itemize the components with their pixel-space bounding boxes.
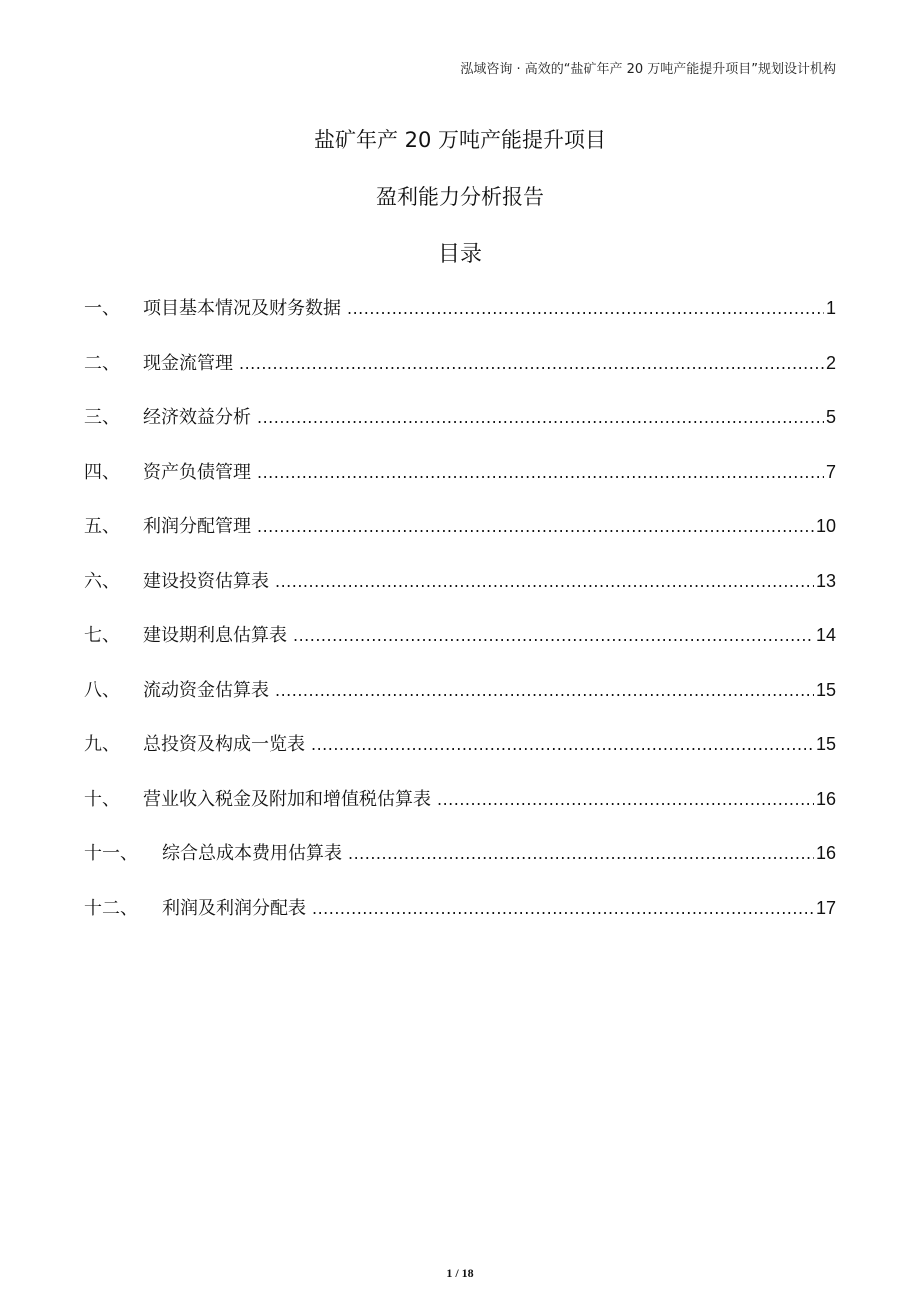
toc-entry-page: 13 (815, 570, 836, 591)
toc-entry-page: 16 (815, 788, 836, 809)
toc-entry-number: 二、 (84, 352, 120, 374)
toc-entry-page: 15 (815, 679, 836, 700)
toc-entry-5[interactable] (84, 512, 836, 567)
toc-entry-title: 项目基本情况及财务数据 (143, 298, 341, 319)
toc-entry-number: 十、 (84, 788, 120, 810)
toc-entry-title: 利润分配管理 (143, 516, 251, 537)
toc-leader-dots (257, 404, 824, 432)
toc-leader-dots (275, 568, 814, 596)
toc-entry-title: 经济效益分析 (143, 407, 251, 428)
toc-entry-title: 综合总成本费用估算表 (162, 843, 342, 864)
toc-leader-dots (312, 895, 814, 923)
toc-entry-number: 九、 (84, 734, 120, 755)
document-title: 盐矿年产 20 万吨产能提升项目 (313, 128, 607, 152)
toc-entry-4[interactable] (84, 458, 836, 513)
toc-leader-dots (257, 459, 824, 487)
toc-leader-dots (293, 622, 814, 650)
toc-entry-title: 营业收入税金及附加和增值税估算表 (143, 788, 431, 810)
toc-entry-9[interactable] (84, 730, 836, 785)
toc-entry-12[interactable] (84, 894, 836, 949)
toc-entry-title: 流动资金估算表 (143, 679, 269, 701)
toc-entry-title: 建设投资估算表 (143, 570, 269, 592)
toc-entry-10[interactable] (84, 785, 836, 840)
toc-entry-page: 14 (815, 625, 836, 645)
toc-entry-number: 七、 (84, 625, 120, 646)
toc-entry-number: 五、 (84, 516, 120, 537)
toc-leader-dots (437, 786, 814, 814)
toc-entry-6[interactable] (84, 567, 836, 622)
toc-entry-page: 17 (815, 897, 836, 918)
toc-entry-number: 八、 (84, 679, 120, 701)
toc-entry-page: 10 (815, 516, 836, 536)
toc-entry-8[interactable] (84, 676, 836, 731)
toc-entry-title: 利润及利润分配表 (162, 897, 306, 919)
toc-entry-7[interactable] (84, 621, 836, 676)
toc-entry-page: 2 (825, 352, 836, 373)
toc-entry-page: 1 (825, 298, 836, 318)
toc-leader-dots (311, 731, 814, 759)
toc-entry-1[interactable] (84, 294, 836, 349)
toc-entry-3[interactable] (84, 403, 836, 458)
toc-entry-number: 六、 (84, 570, 120, 592)
toc-entry-page: 16 (815, 843, 836, 863)
toc-entry-number: 三、 (84, 407, 120, 428)
toc-entry-page: 15 (815, 734, 836, 754)
toc-entry-11[interactable] (84, 839, 836, 894)
toc-entry-number: 十二、 (84, 897, 138, 919)
document-subtitle: 盈利能力分析报告 (376, 185, 544, 209)
toc-heading: 目录 (437, 242, 482, 267)
toc-entry-number: 一、 (84, 298, 120, 319)
toc-leader-dots (275, 677, 814, 705)
running-header: 泓域咨询 · 高效的“盐矿年产 20 万吨产能提升项目”规划设计机构 (460, 62, 836, 77)
toc-entry-page: 5 (825, 407, 836, 427)
toc-entry-title: 总投资及构成一览表 (143, 734, 305, 755)
toc-entry-number: 十一、 (84, 843, 138, 864)
toc-entry-title: 建设期利息估算表 (143, 625, 287, 646)
toc-entry-page: 7 (825, 461, 836, 482)
table-of-contents (84, 294, 836, 948)
toc-leader-dots (347, 295, 824, 323)
toc-entry-title: 现金流管理 (143, 352, 233, 374)
toc-leader-dots (348, 840, 814, 868)
toc-entry-title: 资产负债管理 (143, 461, 251, 483)
toc-entry-number: 四、 (84, 461, 120, 483)
toc-leader-dots (257, 513, 814, 541)
page-number: 1 / 18 (446, 1266, 474, 1280)
toc-entry-2[interactable] (84, 349, 836, 404)
toc-leader-dots (239, 350, 824, 378)
